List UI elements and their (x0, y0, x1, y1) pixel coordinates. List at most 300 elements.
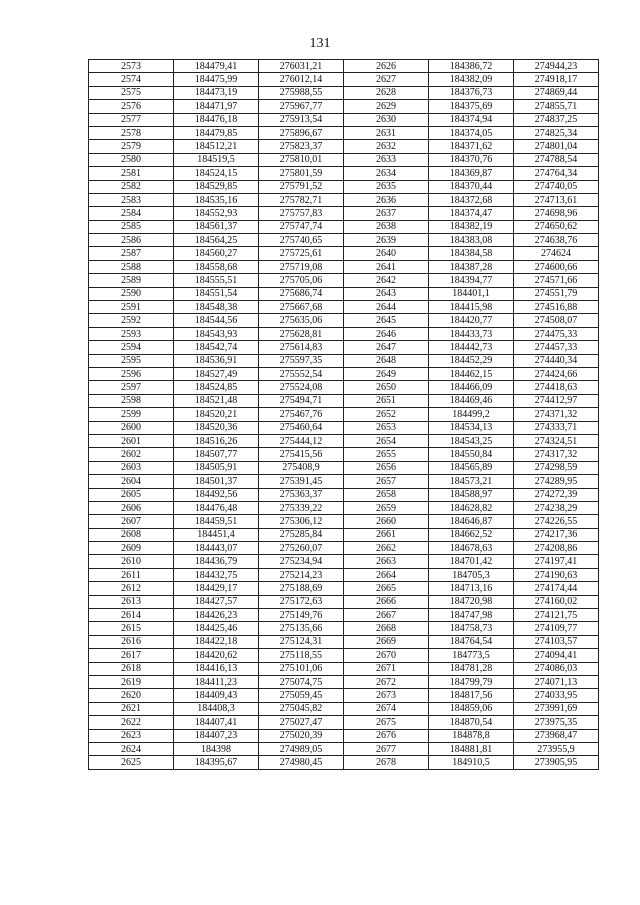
y-coordinate-cell: 274197,41 (514, 555, 599, 568)
x-coordinate-cell: 184462,15 (429, 367, 514, 380)
x-coordinate-cell: 184370,76 (429, 153, 514, 166)
y-coordinate-cell: 275614,83 (259, 341, 344, 354)
x-coordinate-cell: 184433,73 (429, 327, 514, 340)
y-coordinate-cell: 274440,34 (514, 354, 599, 367)
point-number-cell: 2654 (344, 434, 429, 447)
point-number-cell: 2662 (344, 542, 429, 555)
table-row (89, 702, 599, 715)
table-row (89, 434, 599, 447)
y-coordinate-cell: 274418,63 (514, 381, 599, 394)
table-row (89, 475, 599, 488)
point-number-cell: 2627 (344, 73, 429, 86)
x-coordinate-cell: 184548,38 (174, 301, 259, 314)
table-row (89, 100, 599, 113)
x-coordinate-cell: 184407,23 (174, 729, 259, 742)
table-row (89, 140, 599, 153)
point-number-cell: 2664 (344, 568, 429, 581)
x-coordinate-cell: 184374,94 (429, 113, 514, 126)
point-number-cell: 2678 (344, 756, 429, 769)
x-coordinate-cell: 184878,8 (429, 729, 514, 742)
y-coordinate-cell: 275782,71 (259, 193, 344, 206)
point-number-cell: 2577 (89, 113, 174, 126)
x-coordinate-cell: 184398 (174, 742, 259, 755)
y-coordinate-cell: 276031,21 (259, 60, 344, 73)
y-coordinate-cell: 275149,76 (259, 609, 344, 622)
table-row (89, 301, 599, 314)
y-coordinate-cell: 274855,71 (514, 100, 599, 113)
y-coordinate-cell: 275460,64 (259, 421, 344, 434)
x-coordinate-cell: 184505,91 (174, 461, 259, 474)
y-coordinate-cell: 276012,14 (259, 73, 344, 86)
x-coordinate-cell: 184678,63 (429, 542, 514, 555)
point-number-cell: 2661 (344, 528, 429, 541)
x-coordinate-cell: 184401,1 (429, 287, 514, 300)
y-coordinate-cell: 275552,54 (259, 367, 344, 380)
y-coordinate-cell: 275101,06 (259, 662, 344, 675)
x-coordinate-cell: 184519,5 (174, 153, 259, 166)
x-coordinate-cell: 184646,87 (429, 515, 514, 528)
y-coordinate-cell: 275635,06 (259, 314, 344, 327)
point-number-cell: 2579 (89, 140, 174, 153)
x-coordinate-cell: 184501,37 (174, 475, 259, 488)
x-coordinate-cell: 184817,56 (429, 689, 514, 702)
point-number-cell: 2576 (89, 100, 174, 113)
point-number-cell: 2614 (89, 609, 174, 622)
y-coordinate-cell: 274788,54 (514, 153, 599, 166)
y-coordinate-cell: 274333,71 (514, 421, 599, 434)
point-number-cell: 2631 (344, 126, 429, 139)
y-coordinate-cell: 274825,34 (514, 126, 599, 139)
table-row (89, 193, 599, 206)
y-coordinate-cell: 275363,37 (259, 488, 344, 501)
point-number-cell: 2598 (89, 394, 174, 407)
table-row (89, 742, 599, 755)
y-coordinate-cell: 274217,36 (514, 528, 599, 541)
point-number-cell: 2575 (89, 86, 174, 99)
x-coordinate-cell: 184471,97 (174, 100, 259, 113)
x-coordinate-cell: 184799,79 (429, 675, 514, 688)
y-coordinate-cell: 275810,01 (259, 153, 344, 166)
point-number-cell: 2573 (89, 60, 174, 73)
point-number-cell: 2624 (89, 742, 174, 755)
y-coordinate-cell: 274624 (514, 247, 599, 260)
point-number-cell: 2633 (344, 153, 429, 166)
y-coordinate-cell: 275988,55 (259, 86, 344, 99)
x-coordinate-cell: 184758,73 (429, 622, 514, 635)
y-coordinate-cell: 275628,81 (259, 327, 344, 340)
y-coordinate-cell: 274226,55 (514, 515, 599, 528)
point-number-cell: 2634 (344, 167, 429, 180)
point-number-cell: 2603 (89, 461, 174, 474)
point-number-cell: 2628 (344, 86, 429, 99)
point-number-cell: 2611 (89, 568, 174, 581)
point-number-cell: 2677 (344, 742, 429, 755)
x-coordinate-cell: 184425,46 (174, 622, 259, 635)
y-coordinate-cell: 274121,75 (514, 609, 599, 622)
y-coordinate-cell: 274238,29 (514, 501, 599, 514)
point-number-cell: 2599 (89, 408, 174, 421)
point-number-cell: 2587 (89, 247, 174, 260)
y-coordinate-cell: 274289,95 (514, 475, 599, 488)
x-coordinate-cell: 184420,62 (174, 649, 259, 662)
x-coordinate-cell: 184870,54 (429, 716, 514, 729)
table-row (89, 622, 599, 635)
y-coordinate-cell: 274475,33 (514, 327, 599, 340)
table-row (89, 515, 599, 528)
y-coordinate-cell: 275467,76 (259, 408, 344, 421)
y-coordinate-cell: 275686,74 (259, 287, 344, 300)
table-row (89, 501, 599, 514)
point-number-cell: 2601 (89, 434, 174, 447)
y-coordinate-cell: 274412,97 (514, 394, 599, 407)
x-coordinate-cell: 184747,98 (429, 609, 514, 622)
point-number-cell: 2585 (89, 220, 174, 233)
table-row (89, 461, 599, 474)
point-number-cell: 2578 (89, 126, 174, 139)
x-coordinate-cell: 184881,81 (429, 742, 514, 755)
point-number-cell: 2583 (89, 193, 174, 206)
point-number-cell: 2592 (89, 314, 174, 327)
point-number-cell: 2663 (344, 555, 429, 568)
x-coordinate-cell: 184432,75 (174, 568, 259, 581)
x-coordinate-cell: 184552,93 (174, 207, 259, 220)
x-coordinate-cell: 184459,51 (174, 515, 259, 528)
y-coordinate-cell: 274190,63 (514, 568, 599, 581)
point-number-cell: 2671 (344, 662, 429, 675)
y-coordinate-cell: 275667,68 (259, 301, 344, 314)
x-coordinate-cell: 184387,28 (429, 260, 514, 273)
y-coordinate-cell: 273968,47 (514, 729, 599, 742)
x-coordinate-cell: 184492,56 (174, 488, 259, 501)
point-number-cell: 2589 (89, 274, 174, 287)
point-number-cell: 2623 (89, 729, 174, 742)
y-coordinate-cell: 274317,32 (514, 448, 599, 461)
table-row (89, 394, 599, 407)
y-coordinate-cell: 275260,07 (259, 542, 344, 555)
y-coordinate-cell: 275118,55 (259, 649, 344, 662)
x-coordinate-cell: 184372,68 (429, 193, 514, 206)
x-coordinate-cell: 184524,15 (174, 167, 259, 180)
y-coordinate-cell: 274650,62 (514, 220, 599, 233)
y-coordinate-cell: 274174,44 (514, 582, 599, 595)
x-coordinate-cell: 184534,13 (429, 421, 514, 434)
x-coordinate-cell: 184520,21 (174, 408, 259, 421)
point-number-cell: 2670 (344, 649, 429, 662)
point-number-cell: 2620 (89, 689, 174, 702)
table-row (89, 595, 599, 608)
y-coordinate-cell: 274094,41 (514, 649, 599, 662)
point-number-cell: 2658 (344, 488, 429, 501)
y-coordinate-cell: 274371,32 (514, 408, 599, 421)
x-coordinate-cell: 184416,13 (174, 662, 259, 675)
point-number-cell: 2638 (344, 220, 429, 233)
x-coordinate-cell: 184422,18 (174, 635, 259, 648)
point-number-cell: 2652 (344, 408, 429, 421)
y-coordinate-cell: 274638,76 (514, 234, 599, 247)
point-number-cell: 2643 (344, 287, 429, 300)
y-coordinate-cell: 275214,23 (259, 568, 344, 581)
point-number-cell: 2637 (344, 207, 429, 220)
point-number-cell: 2595 (89, 354, 174, 367)
point-number-cell: 2647 (344, 341, 429, 354)
point-number-cell: 2582 (89, 180, 174, 193)
y-coordinate-cell: 274071,13 (514, 675, 599, 688)
x-coordinate-cell: 184527,49 (174, 367, 259, 380)
point-number-cell: 2674 (344, 702, 429, 715)
y-coordinate-cell: 275124,31 (259, 635, 344, 648)
table-row (89, 756, 599, 769)
x-coordinate-cell: 184720,98 (429, 595, 514, 608)
point-number-cell: 2622 (89, 716, 174, 729)
point-number-cell: 2612 (89, 582, 174, 595)
x-coordinate-cell: 184476,48 (174, 501, 259, 514)
point-number-cell: 2659 (344, 501, 429, 514)
point-number-cell: 2586 (89, 234, 174, 247)
point-number-cell: 2649 (344, 367, 429, 380)
y-coordinate-cell: 274160,02 (514, 595, 599, 608)
y-coordinate-cell: 274837,25 (514, 113, 599, 126)
x-coordinate-cell: 184451,4 (174, 528, 259, 541)
table-row (89, 341, 599, 354)
table-row (89, 716, 599, 729)
point-number-cell: 2625 (89, 756, 174, 769)
point-number-cell: 2645 (344, 314, 429, 327)
x-coordinate-cell: 184408,3 (174, 702, 259, 715)
x-coordinate-cell: 184507,77 (174, 448, 259, 461)
point-number-cell: 2591 (89, 301, 174, 314)
table-row (89, 86, 599, 99)
table-row (89, 247, 599, 260)
x-coordinate-cell: 184383,08 (429, 234, 514, 247)
coordinates-table (88, 59, 599, 770)
point-number-cell: 2635 (344, 180, 429, 193)
x-coordinate-cell: 184910,5 (429, 756, 514, 769)
x-coordinate-cell: 184551,54 (174, 287, 259, 300)
table-row (89, 274, 599, 287)
x-coordinate-cell: 184565,89 (429, 461, 514, 474)
point-number-cell: 2607 (89, 515, 174, 528)
y-coordinate-cell: 275705,06 (259, 274, 344, 287)
point-number-cell: 2646 (344, 327, 429, 340)
point-number-cell: 2660 (344, 515, 429, 528)
x-coordinate-cell: 184375,69 (429, 100, 514, 113)
table-row (89, 60, 599, 73)
point-number-cell: 2676 (344, 729, 429, 742)
y-coordinate-cell: 274109,77 (514, 622, 599, 635)
y-coordinate-cell: 275306,12 (259, 515, 344, 528)
x-coordinate-cell: 184395,67 (174, 756, 259, 769)
x-coordinate-cell: 184420,77 (429, 314, 514, 327)
y-coordinate-cell: 275027,47 (259, 716, 344, 729)
y-coordinate-cell: 274551,79 (514, 287, 599, 300)
x-coordinate-cell: 184543,25 (429, 434, 514, 447)
x-coordinate-cell: 184382,19 (429, 220, 514, 233)
point-number-cell: 2600 (89, 421, 174, 434)
y-coordinate-cell: 274740,05 (514, 180, 599, 193)
x-coordinate-cell: 184415,98 (429, 301, 514, 314)
point-number-cell: 2604 (89, 475, 174, 488)
point-number-cell: 2580 (89, 153, 174, 166)
x-coordinate-cell: 184394,77 (429, 274, 514, 287)
point-number-cell: 2673 (344, 689, 429, 702)
y-coordinate-cell: 273905,95 (514, 756, 599, 769)
table-row (89, 113, 599, 126)
point-number-cell: 2574 (89, 73, 174, 86)
x-coordinate-cell: 184520,36 (174, 421, 259, 434)
x-coordinate-cell: 184411,23 (174, 675, 259, 688)
y-coordinate-cell: 274272,39 (514, 488, 599, 501)
table-row (89, 675, 599, 688)
x-coordinate-cell: 184452,29 (429, 354, 514, 367)
point-number-cell: 2675 (344, 716, 429, 729)
x-coordinate-cell: 184662,52 (429, 528, 514, 541)
point-number-cell: 2640 (344, 247, 429, 260)
table-row (89, 448, 599, 461)
table-row (89, 609, 599, 622)
x-coordinate-cell: 184561,37 (174, 220, 259, 233)
point-number-cell: 2667 (344, 609, 429, 622)
x-coordinate-cell: 184473,19 (174, 86, 259, 99)
y-coordinate-cell: 275747,74 (259, 220, 344, 233)
table-row (89, 729, 599, 742)
point-number-cell: 2650 (344, 381, 429, 394)
point-number-cell: 2668 (344, 622, 429, 635)
y-coordinate-cell: 275444,12 (259, 434, 344, 447)
y-coordinate-cell: 274989,05 (259, 742, 344, 755)
table-row (89, 327, 599, 340)
y-coordinate-cell: 274457,33 (514, 341, 599, 354)
y-coordinate-cell: 274516,88 (514, 301, 599, 314)
point-number-cell: 2597 (89, 381, 174, 394)
point-number-cell: 2669 (344, 635, 429, 648)
x-coordinate-cell: 184535,16 (174, 193, 259, 206)
x-coordinate-cell: 184573,21 (429, 475, 514, 488)
y-coordinate-cell: 275524,08 (259, 381, 344, 394)
x-coordinate-cell: 184427,57 (174, 595, 259, 608)
point-number-cell: 2616 (89, 635, 174, 648)
point-number-cell: 2619 (89, 675, 174, 688)
point-number-cell: 2629 (344, 100, 429, 113)
point-number-cell: 2656 (344, 461, 429, 474)
table-row (89, 126, 599, 139)
y-coordinate-cell: 275725,61 (259, 247, 344, 260)
y-coordinate-cell: 275913,54 (259, 113, 344, 126)
x-coordinate-cell: 184550,84 (429, 448, 514, 461)
point-number-cell: 2672 (344, 675, 429, 688)
x-coordinate-cell: 184429,17 (174, 582, 259, 595)
y-coordinate-cell: 275339,22 (259, 501, 344, 514)
x-coordinate-cell: 184371,62 (429, 140, 514, 153)
x-coordinate-cell: 184764,54 (429, 635, 514, 648)
point-number-cell: 2626 (344, 60, 429, 73)
page-number: 131 (309, 36, 331, 51)
table-row (89, 153, 599, 166)
table-row (89, 220, 599, 233)
y-coordinate-cell: 275801,59 (259, 167, 344, 180)
point-number-cell: 2657 (344, 475, 429, 488)
x-coordinate-cell: 184384,58 (429, 247, 514, 260)
y-coordinate-cell: 275135,66 (259, 622, 344, 635)
table-row (89, 528, 599, 541)
table-row (89, 555, 599, 568)
y-coordinate-cell: 274208,86 (514, 542, 599, 555)
x-coordinate-cell: 184443,07 (174, 542, 259, 555)
x-coordinate-cell: 184713,16 (429, 582, 514, 595)
point-number-cell: 2615 (89, 622, 174, 635)
point-number-cell: 2665 (344, 582, 429, 595)
point-number-cell: 2602 (89, 448, 174, 461)
x-coordinate-cell: 184382,09 (429, 73, 514, 86)
table-row (89, 354, 599, 367)
y-coordinate-cell: 274324,51 (514, 434, 599, 447)
point-number-cell: 2606 (89, 501, 174, 514)
y-coordinate-cell: 275059,45 (259, 689, 344, 702)
point-number-cell: 2610 (89, 555, 174, 568)
point-number-cell: 2594 (89, 341, 174, 354)
table-row (89, 689, 599, 702)
x-coordinate-cell: 184499,2 (429, 408, 514, 421)
x-coordinate-cell: 184555,51 (174, 274, 259, 287)
point-number-cell: 2605 (89, 488, 174, 501)
table-row (89, 234, 599, 247)
table-row (89, 582, 599, 595)
x-coordinate-cell: 184628,82 (429, 501, 514, 514)
point-number-cell: 2655 (344, 448, 429, 461)
y-coordinate-cell: 275719,08 (259, 260, 344, 273)
y-coordinate-cell: 275967,77 (259, 100, 344, 113)
table-row (89, 635, 599, 648)
point-number-cell: 2636 (344, 193, 429, 206)
point-number-cell: 2651 (344, 394, 429, 407)
y-coordinate-cell: 275597,35 (259, 354, 344, 367)
point-number-cell: 2613 (89, 595, 174, 608)
coordinates-table-body (89, 60, 599, 770)
x-coordinate-cell: 184466,09 (429, 381, 514, 394)
table-row (89, 314, 599, 327)
y-coordinate-cell: 275188,69 (259, 582, 344, 595)
y-coordinate-cell: 275234,94 (259, 555, 344, 568)
table-row (89, 488, 599, 501)
table-row (89, 73, 599, 86)
y-coordinate-cell: 275740,65 (259, 234, 344, 247)
x-coordinate-cell: 184376,73 (429, 86, 514, 99)
point-number-cell: 2588 (89, 260, 174, 273)
point-number-cell: 2596 (89, 367, 174, 380)
y-coordinate-cell: 274033,95 (514, 689, 599, 702)
point-number-cell: 2621 (89, 702, 174, 715)
x-coordinate-cell: 184524,85 (174, 381, 259, 394)
table-row (89, 180, 599, 193)
x-coordinate-cell: 184536,91 (174, 354, 259, 367)
y-coordinate-cell: 274086,03 (514, 662, 599, 675)
table-row (89, 662, 599, 675)
y-coordinate-cell: 274869,44 (514, 86, 599, 99)
y-coordinate-cell: 274600,66 (514, 260, 599, 273)
y-coordinate-cell: 274103,57 (514, 635, 599, 648)
point-number-cell: 2581 (89, 167, 174, 180)
y-coordinate-cell: 274713,61 (514, 193, 599, 206)
y-coordinate-cell: 275896,67 (259, 126, 344, 139)
x-coordinate-cell: 184469,46 (429, 394, 514, 407)
point-number-cell: 2632 (344, 140, 429, 153)
x-coordinate-cell: 184542,74 (174, 341, 259, 354)
point-number-cell: 2608 (89, 528, 174, 541)
x-coordinate-cell: 184374,47 (429, 207, 514, 220)
y-coordinate-cell: 275791,52 (259, 180, 344, 193)
y-coordinate-cell: 274571,66 (514, 274, 599, 287)
point-number-cell: 2648 (344, 354, 429, 367)
y-coordinate-cell: 275823,37 (259, 140, 344, 153)
